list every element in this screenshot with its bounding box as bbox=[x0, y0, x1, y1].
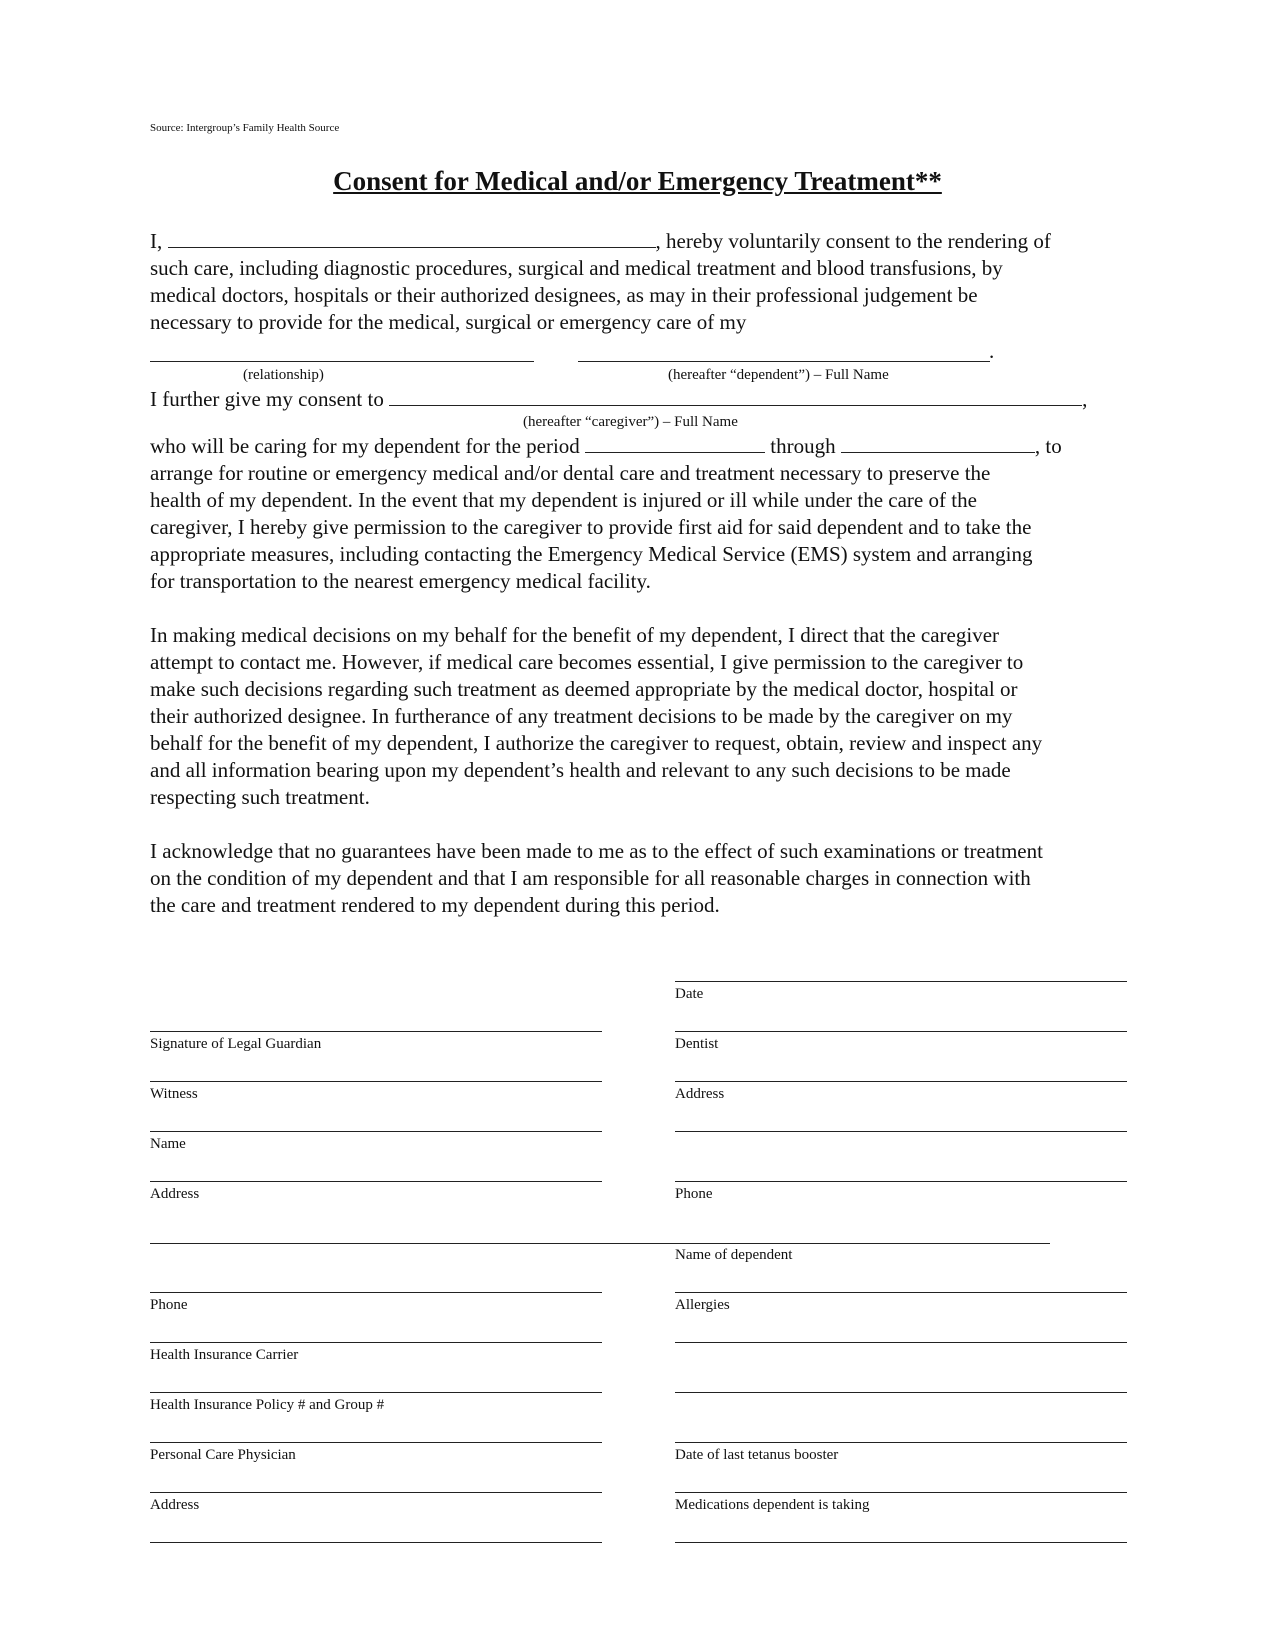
tetanus-label: Date of last tetanus booster bbox=[675, 1447, 839, 1463]
dependent-label: (hereafter “dependent”) – Full Name bbox=[668, 367, 889, 383]
dentist-phone-label: Phone bbox=[675, 1186, 713, 1202]
period-line bbox=[150, 433, 1062, 461]
intro-line-3: medical doctors, hospitals or their authorized designees, as may in their professional judgement be bbox=[150, 283, 978, 307]
p2-line: their authorized designee. In furtherance of any treatment decisions to be made by the caregiver on my bbox=[150, 704, 1013, 728]
dentist-address-line[interactable] bbox=[675, 1081, 1127, 1082]
name-line[interactable] bbox=[150, 1131, 602, 1132]
physician-address-line[interactable] bbox=[150, 1492, 602, 1493]
source-note: Source: Intergroup’s Family Health Source bbox=[150, 122, 340, 134]
address-label: Address bbox=[150, 1186, 200, 1202]
witness-line[interactable] bbox=[150, 1081, 602, 1082]
dependent-name-blank[interactable] bbox=[578, 361, 990, 362]
period-mark: . bbox=[989, 339, 995, 363]
consent-prefix: I further give my consent to bbox=[150, 387, 390, 411]
dependent-name-label: Name of dependent bbox=[675, 1247, 793, 1263]
date-label: Date bbox=[675, 986, 704, 1002]
allergies-line[interactable] bbox=[675, 1292, 1127, 1293]
caregiver-name-blank[interactable] bbox=[389, 388, 1082, 406]
intro-line-1 bbox=[150, 228, 1051, 256]
p3-line: the care and treatment rendered to my dependent during this period. bbox=[150, 893, 720, 917]
period-through: through bbox=[765, 434, 841, 458]
period-prefix: who will be caring for my dependent for the period bbox=[150, 434, 586, 458]
allergies-label: Allergies bbox=[675, 1297, 730, 1313]
p2-line: respecting such treatment. bbox=[150, 785, 370, 809]
medications-label: Medications dependent is taking bbox=[675, 1497, 870, 1513]
caregiver-label: (hereafter “caregiver”) – Full Name bbox=[523, 414, 738, 430]
dentist-line[interactable] bbox=[675, 1031, 1127, 1032]
dentist-address-line-2[interactable] bbox=[675, 1131, 1127, 1132]
allergies-line-2[interactable] bbox=[675, 1342, 1127, 1343]
name-label: Name bbox=[150, 1136, 186, 1152]
relationship-blank[interactable] bbox=[150, 361, 534, 362]
date-line[interactable] bbox=[675, 981, 1127, 982]
intro-line-6: health of my dependent. In the event that my dependent is injured or ill while under the care of the bbox=[150, 488, 977, 512]
signature-label: Signature of Legal Guardian bbox=[150, 1036, 322, 1052]
address-line[interactable] bbox=[150, 1181, 602, 1182]
dentist-address-label: Address bbox=[675, 1086, 725, 1102]
relationship-label: (relationship) bbox=[243, 367, 324, 383]
consent-line bbox=[150, 386, 1087, 414]
phone-label: Phone bbox=[150, 1297, 188, 1313]
physician-address-label: Address bbox=[150, 1497, 200, 1513]
wide-line[interactable] bbox=[150, 1243, 1050, 1244]
medications-line-2[interactable] bbox=[675, 1542, 1127, 1543]
period-start-blank[interactable] bbox=[585, 435, 765, 453]
p2-line: In making medical decisions on my behalf for the benefit of my dependent, I direct that the caregiver bbox=[150, 623, 1000, 647]
p3-line: I acknowledge that no guarantees have been made to me as to the effect of such examinations or treatment bbox=[150, 839, 1043, 863]
physician-label: Personal Care Physician bbox=[150, 1447, 296, 1463]
consent-comma: , bbox=[1082, 387, 1088, 411]
physician-line[interactable] bbox=[150, 1442, 602, 1443]
medications-line[interactable] bbox=[675, 1492, 1127, 1493]
intro-line-4: necessary to provide for the medical, surgical or emergency care of my bbox=[150, 310, 747, 334]
guardian-name-blank[interactable] bbox=[168, 230, 656, 248]
intro-line-8: appropriate measures, including contacting the Emergency Medical Service (EMS) system and arranging bbox=[150, 542, 1033, 566]
intro-line-5: arrange for routine or emergency medical and/or dental care and treatment necessary to preserve the bbox=[150, 461, 991, 485]
p2-line: make such decisions regarding such treatment as deemed appropriate by the medical doctor, hospital or bbox=[150, 677, 1018, 701]
period-suffix: , to bbox=[1034, 434, 1062, 458]
intro-line-7: caregiver, I hereby give permission to the caregiver to provide first aid for said dependent and to take the bbox=[150, 515, 1032, 539]
witness-label: Witness bbox=[150, 1086, 198, 1102]
signature-line[interactable] bbox=[150, 1031, 602, 1032]
insurance-policy-label: Health Insurance Policy # and Group # bbox=[150, 1397, 385, 1413]
intro-line-2: such care, including diagnostic procedures, surgical and medical treatment and blood transfusions, by bbox=[150, 256, 1003, 280]
p2-line: attempt to contact me. However, if medical care becomes essential, I give permission to the caregiver to bbox=[150, 650, 1024, 674]
intro-suffix: , hereby voluntarily consent to the rendering of bbox=[655, 229, 1051, 253]
period-end-blank[interactable] bbox=[841, 435, 1035, 453]
insurance-carrier-line[interactable] bbox=[150, 1342, 602, 1343]
phone-line[interactable] bbox=[150, 1292, 602, 1293]
p2-line: and all information bearing upon my dependent’s health and relevant to any such decisions to be made bbox=[150, 758, 1011, 782]
intro-prefix: I, bbox=[150, 229, 168, 253]
tetanus-line[interactable] bbox=[675, 1442, 1127, 1443]
p3-line: on the condition of my dependent and that I am responsible for all reasonable charges in connection with bbox=[150, 866, 1031, 890]
dentist-label: Dentist bbox=[675, 1036, 719, 1052]
document-title: Consent for Medical and/or Emergency Treatment** bbox=[333, 166, 942, 196]
intro-line-9: for transportation to the nearest emergency medical facility. bbox=[150, 569, 651, 593]
allergies-line-3[interactable] bbox=[675, 1392, 1127, 1393]
extra-left-line[interactable] bbox=[150, 1542, 602, 1543]
insurance-carrier-label: Health Insurance Carrier bbox=[150, 1347, 299, 1363]
dentist-phone-line[interactable] bbox=[675, 1181, 1127, 1182]
p2-line: behalf for the benefit of my dependent, I authorize the caregiver to request, obtain, review and inspect any bbox=[150, 731, 1043, 755]
insurance-policy-line[interactable] bbox=[150, 1392, 602, 1393]
